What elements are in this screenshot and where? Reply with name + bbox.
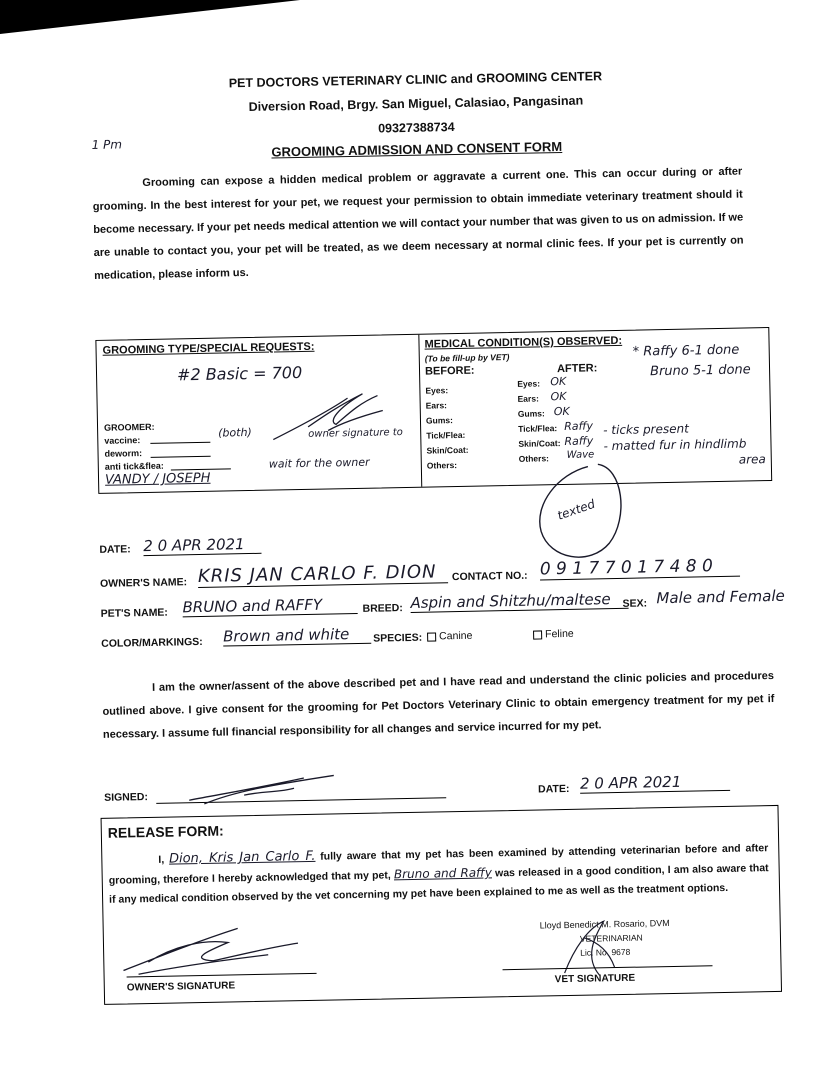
before-gums-label: Gums: <box>425 415 453 426</box>
release-form-box <box>101 805 782 1005</box>
release-pet-names: Bruno and Raffy <box>393 865 493 882</box>
before-skin-label: Skin/Coat: <box>426 444 469 456</box>
antitick-label: anti tick&flea: <box>104 460 164 472</box>
before-label: BEFORE: <box>424 364 475 378</box>
before-tick-label: Tick/Flea: <box>426 429 466 441</box>
vaccine-line <box>150 442 210 444</box>
vaccine-value: (both) <box>218 425 252 440</box>
before-eyes-label: Eyes: <box>425 385 449 396</box>
intro-paragraph <box>92 161 744 288</box>
release-heading: RELEASE FORM: <box>107 822 224 841</box>
release-i-label: I, <box>158 853 165 866</box>
release-text-block <box>108 838 769 910</box>
breed-value: Aspin and Shitzhu/maltese <box>410 590 628 613</box>
vet-note-area: area <box>738 452 766 467</box>
deworm-line <box>151 456 211 458</box>
species-label: SPECIES: <box>373 631 423 645</box>
vet-name: Lloyd Benedict M. Rosario, DVM <box>539 918 670 931</box>
owner-sig-note: owner signature to <box>308 427 403 440</box>
vet-note-raffy: * Raffy 6-1 done <box>632 342 740 360</box>
vaccine-label: vaccine: <box>104 435 141 446</box>
groomer-label: GROOMER: <box>103 421 155 433</box>
owner-name-value: KRIS JAN CARLO F. DION <box>198 561 448 588</box>
breed-label: BREED: <box>362 602 403 615</box>
owner-name-label: OWNER'S NAME: <box>99 576 188 590</box>
signed-date-value: 2 0 APR 2021 <box>580 772 730 794</box>
release-owner-name: Dion, Kris Jan Carlo F. <box>168 848 316 867</box>
pet-info-section <box>99 521 785 658</box>
before-ears-label: Ears: <box>425 400 448 411</box>
pet-name-label: PET'S NAME: <box>100 606 169 620</box>
intro-text: Grooming can expose a hidden medical problem or aggravate a current one. This can occur during or after grooming. In the best interest for your pet, we request your permission to obtain immediate veterinary treatment should it become necessary. If your pet needs medical attention we will contact your number that was given to us on admission. If we are unable to contact you, your pet will be treated, as we deem necessary at normal clinic fees. If your pet is currently on medication, please inform us. <box>92 165 744 282</box>
contact-label: CONTACT NO.: <box>451 569 528 584</box>
form-title: GROOMING ADMISSION AND CONSENT FORM <box>271 138 563 160</box>
after-label: AFTER: <box>556 362 598 376</box>
vet-title: VETERINARIAN <box>579 932 643 944</box>
vet-note-ticks: - ticks present <box>603 421 690 438</box>
canine-label: Canine <box>439 629 473 643</box>
wait-note: wait for the owner <box>268 455 370 471</box>
color-value: Brown and white <box>223 625 371 647</box>
feline-label: Feline <box>544 627 574 641</box>
deworm-label: deworm: <box>104 448 143 459</box>
after-tick-label: Tick/Flea: <box>518 423 558 434</box>
signed-date-label: DATE: <box>537 782 570 796</box>
date-value: 2 0 APR 2021 <box>143 535 261 556</box>
consent-paragraph <box>102 665 775 747</box>
feline-checkbox[interactable] <box>533 630 542 639</box>
consent-text: I am the owner/assent of the above described pet and I have read and understand the clinic policies and procedures outlined above. I give consent for the grooming for Pet Doctors Veterinary Clinic to obtain emergency treatment for my pet if necessary. I assume full financial responsibility for all changes and service incurred for my pet. <box>102 669 775 741</box>
pet-name-value: BRUNO and RAFFY <box>182 595 357 617</box>
vet-note-bruno: Bruno 5-1 done <box>649 362 751 380</box>
medical-rows <box>425 374 617 471</box>
after-eyes-value: OK <box>550 374 567 389</box>
after-skin-label: Skin/Coat: <box>518 438 561 449</box>
consent-document <box>90 48 785 994</box>
after-ears-value: OK <box>550 389 567 404</box>
medical-subnote: (To be fill-up by VET) <box>424 352 510 364</box>
contact-value: 0 9 1 7 7 0 1 7 4 8 0 <box>540 556 740 581</box>
groomer-signature-scribble <box>267 385 388 447</box>
after-eyes-label: Eyes: <box>517 378 541 389</box>
signed-label: SIGNED: <box>104 791 149 804</box>
margin-note: 1 Pm <box>91 137 123 152</box>
after-skin-value: Raffy <box>564 434 594 448</box>
canine-checkbox[interactable] <box>427 632 436 641</box>
grooming-request: #2 Basic = 700 <box>176 362 303 385</box>
after-ears-label: Ears: <box>517 393 539 404</box>
signed-row <box>104 769 776 812</box>
clinic-address: Diversion Road, Brgy. San Miguel, Calasiao, Pangasinan <box>248 93 584 114</box>
release-owner-signature-scribble <box>118 919 319 978</box>
vet-signature-label: VET SIGNATURE <box>554 972 636 986</box>
owner-signature-label: OWNER'S SIGNATURE <box>126 980 236 994</box>
sex-label: SEX: <box>622 597 648 610</box>
box-divider <box>418 335 422 487</box>
clinic-phone: 09327388734 <box>377 120 455 136</box>
after-gums-value: OK <box>553 404 570 419</box>
before-others-label: Others: <box>426 460 458 471</box>
owner-signature-scribble <box>184 771 345 808</box>
grooming-medical-box <box>95 327 772 494</box>
sex-value: Male and Female <box>656 586 785 608</box>
after-others-value: Wave <box>566 449 595 461</box>
after-gums-label: Gums: <box>517 408 545 419</box>
medical-heading: MEDICAL CONDITION(S) OBSERVED: <box>424 334 623 351</box>
after-tick-value: Raffy <box>563 419 594 433</box>
release-text-1: fully aware that my pet has been examined by attending veterinarian before and after grooming, therefore I hereby acknowledged that my pet, <box>108 842 769 887</box>
texted-note: texted <box>555 496 597 523</box>
release-text-2: was released in a good condition, I am also aware that if any medical condition observed by the vet concerning my pet have been explained to me as well as the treatment options. <box>109 862 769 906</box>
vet-note-matted: - matted fur in hindlimb <box>603 436 747 454</box>
scan-shadow-corner <box>0 0 300 34</box>
groomer-value: VANDY / JOSEPH <box>104 470 211 488</box>
clinic-name: PET DOCTORS VETERINARY CLINIC and GROOMING CENTER <box>228 69 603 91</box>
grooming-heading: GROOMING TYPE/SPECIAL REQUESTS: <box>102 340 315 357</box>
after-others-label: Others: <box>518 453 550 464</box>
color-label: COLOR/MARKINGS: <box>101 635 203 650</box>
vet-license: Lic. No. 9678 <box>580 946 631 958</box>
date-label: DATE: <box>99 543 131 556</box>
